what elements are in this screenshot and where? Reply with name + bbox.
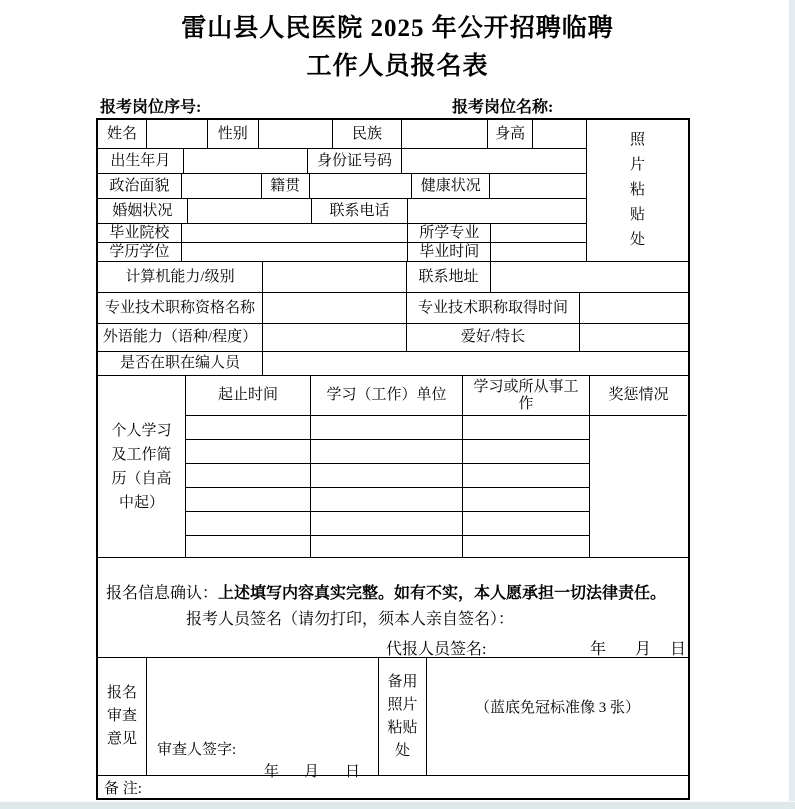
applicant-sign-label: 报考人员签名（请勿打印，须本人亲自签名）： [186,611,515,628]
height-value-cell [533,120,586,149]
id-number-label: 身份证号码 [308,149,403,174]
history-reward-merged-cell [590,416,687,557]
position-number-label: 报考岗位序号: [100,99,202,116]
history-cell [463,512,589,536]
ethnic-label: 民族 [333,120,403,149]
remark-label: 备 注: [104,780,142,797]
photo-note: （蓝底免冠标准像 3 张） [474,700,640,716]
table-row [98,262,688,293]
history-cell [311,464,462,488]
history-col-org: 学习（工作）单位 [311,376,463,415]
month-label: 月 [304,764,320,780]
photo-paste-label: 照片粘贴处 [629,132,645,248]
review-date-row [147,760,378,780]
id-number-value-cell [402,149,586,174]
year-label: 年 [590,641,607,658]
review-opinion-label: 报名审查意见 [106,685,137,747]
history-cell [186,488,310,512]
political-label: 政治面貌 [98,174,182,199]
history-cell [186,416,310,440]
history-label-cell [98,376,186,557]
day-label: 日 [345,764,361,780]
foreign-lang-value-cell [263,324,407,351]
history-cell [186,536,310,557]
photo-note-cell [427,658,688,775]
hobby-value-cell [580,324,688,351]
ethnic-value-cell [402,120,488,149]
name-label: 姓名 [98,120,147,149]
phone-value-cell [408,199,586,224]
history-header-row [186,376,687,416]
gender-value-cell [259,120,333,149]
history-cell [463,464,589,488]
history-cell [311,440,462,464]
native-place-label: 籍贯 [262,174,310,199]
photo-paste-area [587,120,688,261]
grad-date-value-cell [491,243,586,262]
table-row [98,149,586,174]
table-row [98,120,586,149]
history-org-column [311,416,463,557]
table-row [98,324,688,352]
degree-value-cell [182,243,409,262]
personal-info-section [98,120,688,262]
table-row [98,224,586,243]
year-label: 年 [264,764,280,780]
prof-title-label: 专业技术职称资格名称 [98,293,263,323]
marital-label: 婚姻状况 [98,199,188,224]
health-value-cell [490,174,586,199]
application-form-table [96,118,690,800]
grad-date-label: 毕业时间 [408,243,491,262]
history-col-reward: 奖惩情况 [608,387,669,403]
confirm-prefix: 报名信息确认： [106,585,219,602]
position-name-label: 报考岗位名称: [452,99,554,116]
history-work-column [463,416,590,557]
spare-photo-label: 备用照片粘贴处 [387,673,418,759]
history-cell [186,464,310,488]
hobby-label: 爱好/特长 [407,324,580,351]
birth-value-cell [184,149,308,174]
political-value-cell [182,174,262,199]
college-value-cell [182,224,409,243]
confirmation-section [98,558,688,658]
history-cell [463,536,589,557]
in-service-label: 是否在职在编人员 [98,352,263,375]
major-value-cell [491,224,586,243]
native-place-value-cell [310,174,413,199]
prof-title-value-cell [263,293,407,323]
remark-row [98,776,688,798]
address-label: 联系地址 [407,262,491,292]
degree-label: 学历学位 [98,243,182,262]
table-row [98,174,586,199]
reviewer-sign-cell [147,658,379,780]
prof-title-date-value-cell [580,293,688,323]
history-cell [311,536,462,557]
address-value-cell [491,262,688,292]
prof-title-date-label: 专业技术职称取得时间 [407,293,580,323]
window-bottom-edge [0,801,795,809]
history-cell [311,512,462,536]
phone-label: 联系电话 [312,199,409,224]
review-section [98,658,688,780]
agent-sign-label: 代报人员签名: [386,641,487,658]
review-opinion-cell [98,658,147,775]
history-label: 个人学习及工作简历（自高中起） [111,422,172,511]
health-label: 健康状况 [412,174,490,199]
history-section [98,376,688,558]
month-label: 月 [635,641,652,658]
history-cell [186,512,310,536]
history-cell [463,488,589,512]
table-row [98,243,586,262]
history-time-column [186,416,311,557]
gender-label: 性别 [208,120,259,149]
history-cell [463,416,589,440]
computer-skill-value-cell [263,262,407,292]
in-service-value-cell [263,352,688,375]
spare-photo-cell [379,658,427,775]
birth-label: 出生年月 [98,149,184,174]
marital-value-cell [188,199,312,224]
confirm-statement [106,580,666,603]
foreign-lang-label: 外语能力（语种/程度） [98,324,263,351]
history-cell [311,488,462,512]
reviewer-sign-label: 审查人签字: [157,742,237,758]
form-title-line1: 雷山县人民医院 2025 年公开招聘临聘 [181,15,614,42]
college-label: 毕业院校 [98,224,182,243]
day-label: 日 [670,641,687,658]
history-cell [463,440,589,464]
table-row [98,199,586,224]
form-title-line2: 工作人员报名表 [306,53,489,80]
history-body [186,416,687,557]
table-row [98,352,688,376]
computer-skill-label: 计算机能力/级别 [98,262,263,292]
history-col-work: 学习或所从事工作 [463,376,590,415]
height-label: 身高 [488,120,533,149]
history-cell [311,416,462,440]
history-cell [186,440,310,464]
window-right-edge [789,0,795,809]
agent-sign-row [98,636,688,656]
major-label: 所学专业 [408,224,491,243]
table-row [98,293,688,324]
confirm-statement-bold: 上述填写内容真实完整。如有不实，本人愿承担一切法律责任。 [218,585,667,602]
name-value-cell [147,120,208,149]
history-col-time: 起止时间 [186,376,311,415]
